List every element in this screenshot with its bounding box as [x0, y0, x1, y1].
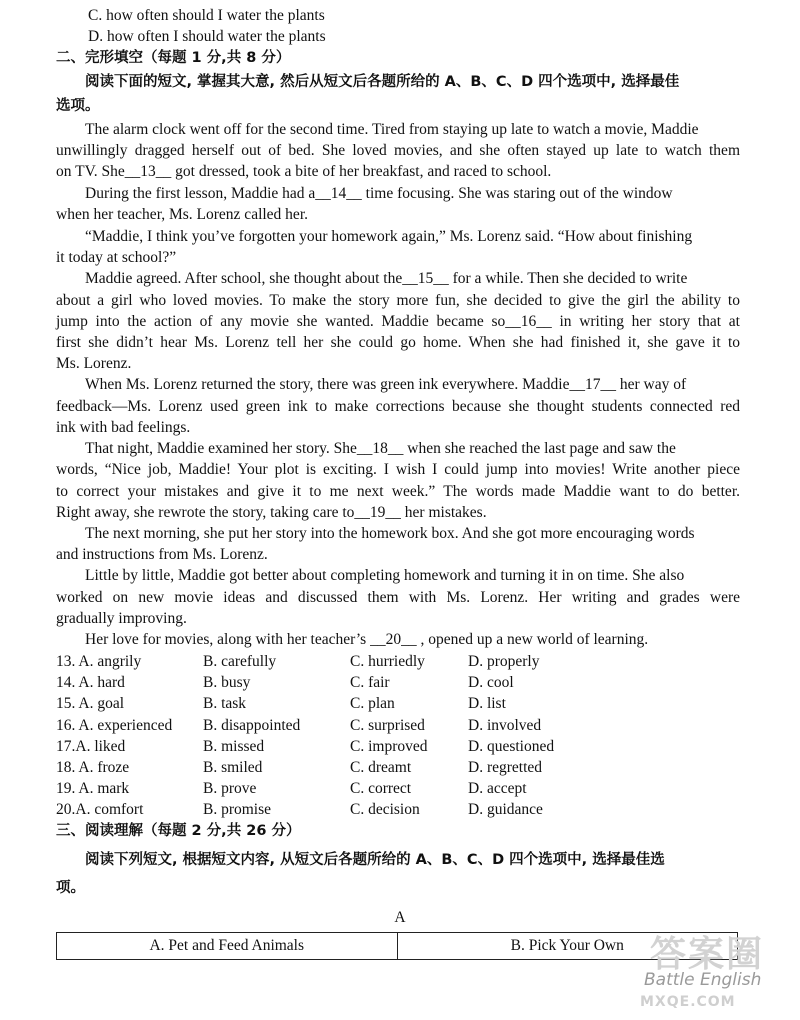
section2-instruction: 阅读下面的短文, 掌握其大意, 然后从短文后各题所给的 A、B、C、D 四个选项中, 选择最佳	[85, 74, 680, 90]
section3-instruction: 阅读下列短文, 根据短文内容, 从短文后各题所给的 A、B、C、D 四个选项中, 选择最佳选	[85, 852, 665, 868]
table-cell: A. Pet and Feed Animals	[149, 937, 305, 954]
option-d: D. regretted	[468, 759, 543, 776]
passage-line: about a girl who loved movies. To make the story more fun, she decided to give the girl the ability to	[56, 292, 740, 309]
passage-label: A	[394, 909, 406, 926]
passage-line: That night, Maddie examined her story. She__18__ when she reached the last page and saw the	[85, 440, 676, 457]
option-c: C. improved	[350, 738, 428, 755]
option-c-line: C. how often should I water the plants	[88, 7, 325, 24]
option-c: C. plan	[350, 695, 395, 712]
option-a: 13. A. angrily	[56, 653, 142, 670]
option-c: C. surprised	[350, 717, 425, 734]
option-a: 16. A. experienced	[56, 717, 173, 734]
option-b: B. promise	[203, 801, 272, 818]
passage-line: Maddie agreed. After school, she thought about the__15__ for a while. Then she decided to write	[85, 270, 688, 287]
section3-instruction-cont: 项。	[56, 880, 85, 896]
option-b: B. carefully	[203, 653, 277, 670]
watermark-logo: 答案圈	[650, 934, 765, 975]
passage-line: The next morning, she put her story into the homework box. And she got more encouraging words	[85, 525, 695, 542]
passage-line: jump into the action of any movie she wanted. Maddie became so__16__ in writing her story that at	[56, 313, 740, 330]
option-d: D. cool	[468, 674, 514, 691]
passage-line: During the first lesson, Maddie had a__14__ time focusing. She was staring out of the window	[85, 185, 673, 202]
option-b: B. task	[203, 695, 247, 712]
passage-line: on TV. She__13__ got dressed, took a bite of her breakfast, and raced to school.	[56, 163, 552, 180]
watermark-url: MXQE.COM	[640, 994, 736, 1010]
passage-line: first she didn’t hear Ms. Lorenz tell her she could go home. When she had finished it, she gave it to	[56, 334, 740, 351]
passage-line: Ms. Lorenz.	[56, 355, 132, 372]
passage-line: it today at school?”	[56, 249, 177, 266]
passage-line: ink with bad feelings.	[56, 419, 191, 436]
option-d: D. questioned	[468, 738, 555, 755]
passage-line: to correct your mistakes and give it to me next week.” The words made Maddie want to do better.	[56, 483, 740, 500]
option-d: D. list	[468, 695, 506, 712]
passage-line: Little by little, Maddie got better about completing homework and turning it in on time. She also	[85, 567, 685, 584]
section3-heading: 三、阅读理解（每题 2 分,共 26 分）	[56, 823, 301, 839]
passage-line: unwillingly dragged herself out of bed. She loved movies, and she often stayed up late to watch them	[56, 142, 740, 159]
option-a: 18. A. froze	[56, 759, 130, 776]
passage-line: Her love for movies, along with her teacher’s __20__ , opened up a new world of learning.	[85, 631, 649, 648]
option-a: 20.A. comfort	[56, 801, 144, 818]
passage-line: and instructions from Ms. Lorenz.	[56, 546, 268, 563]
option-d: D. properly	[468, 653, 540, 670]
option-a: 15. A. goal	[56, 695, 125, 712]
option-d-line: D. how often I should water the plants	[88, 28, 326, 45]
passage-line: The alarm clock went off for the second time. Tired from staying up late to watch a movie, Maddie	[85, 121, 699, 138]
option-a: 17.A. liked	[56, 738, 126, 755]
option-c: C. hurriedly	[350, 653, 425, 670]
passage-line: When Ms. Lorenz returned the story, there was green ink everywhere. Maddie__17__ her way of	[85, 376, 687, 393]
option-c: C. dreamt	[350, 759, 412, 776]
passage-line: “Maddie, I think you’ve forgotten your homework again,” Ms. Lorenz said. “How about finishing	[85, 228, 693, 245]
option-c: C. correct	[350, 780, 412, 797]
option-b: B. prove	[203, 780, 257, 797]
option-d: D. accept	[468, 780, 527, 797]
option-a: 14. A. hard	[56, 674, 125, 691]
passage-line: feedback—Ms. Lorenz used green ink to make corrections because she thought students connected red	[56, 398, 740, 415]
section2-heading: 二、完形填空（每题 1 分,共 8 分）	[56, 50, 291, 66]
option-d: D. involved	[468, 717, 542, 734]
option-a: 19. A. mark	[56, 780, 130, 797]
option-d: D. guidance	[468, 801, 543, 818]
option-b: B. disappointed	[203, 717, 301, 734]
option-c: C. decision	[350, 801, 420, 818]
passage-line: gradually improving.	[56, 610, 187, 627]
passage-line: Right away, she rewrote the story, taking care to__19__ her mistakes.	[56, 504, 487, 521]
option-b: B. smiled	[203, 759, 263, 776]
section2-instruction-cont: 选项。	[56, 98, 100, 114]
table-cell: B. Pick Your Own	[397, 933, 738, 959]
option-c: C. fair	[350, 674, 390, 691]
option-b: B. busy	[203, 674, 251, 691]
passage-line: words, “Nice job, Maddie! Your plot is exciting. I wish I could jump into movies! Write another piece	[56, 461, 740, 478]
passage-line: worked on new movie ideas and discussed them with Ms. Lorenz. Her writing and grades were	[56, 589, 740, 606]
option-b: B. missed	[203, 738, 265, 755]
watermark	[640, 922, 790, 1012]
activity-table	[56, 932, 738, 960]
watermark-text: Battle English	[644, 970, 762, 990]
passage-line: when her teacher, Ms. Lorenz called her.	[56, 206, 308, 223]
